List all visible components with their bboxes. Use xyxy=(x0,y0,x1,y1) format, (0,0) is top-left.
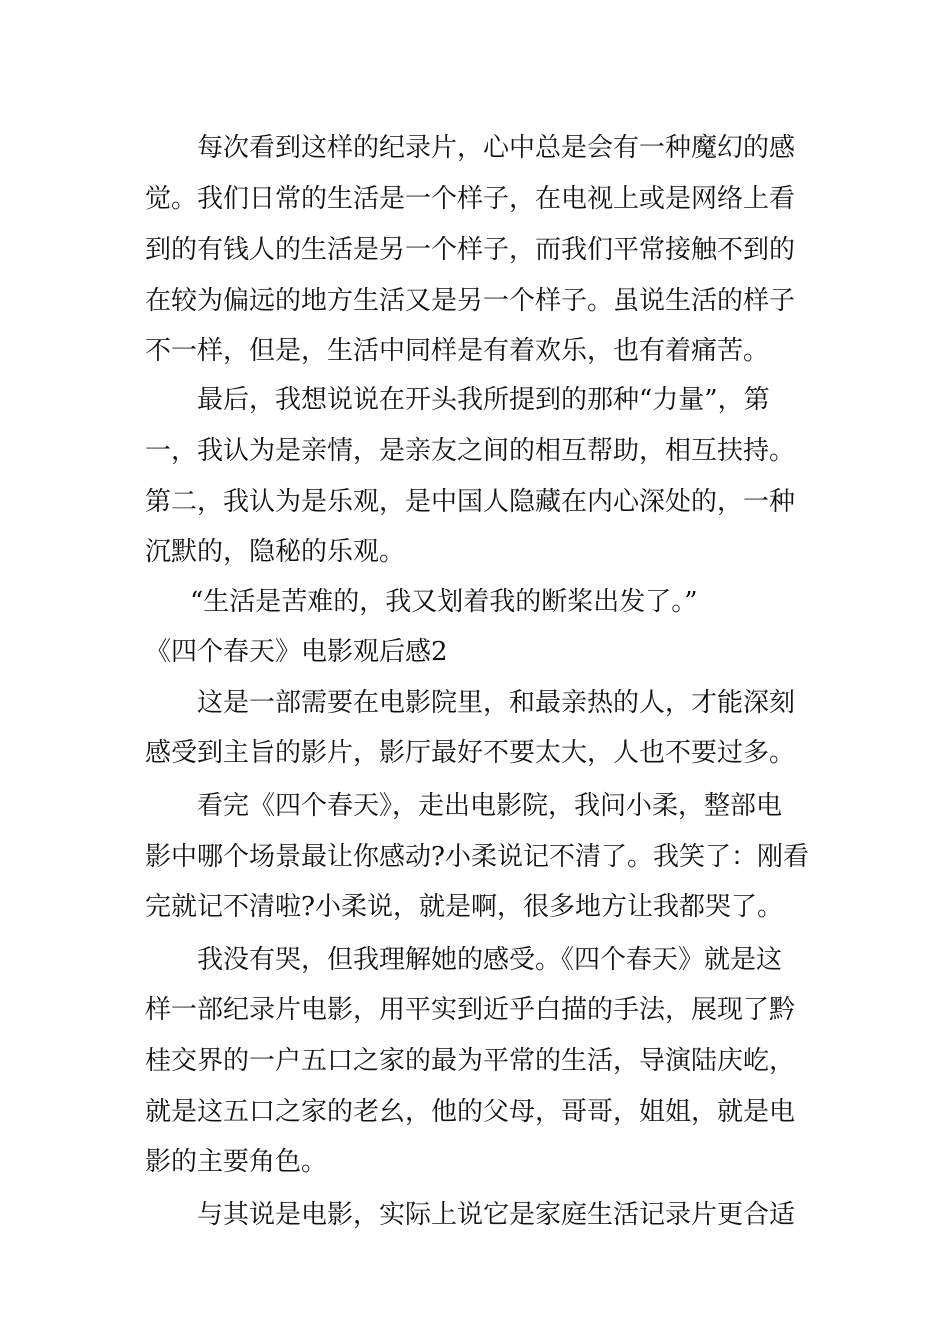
quote-line: “生活是苦难的，我又划着我的断桨出发了。” xyxy=(190,587,698,617)
paragraph-2-line-3: 第二，我认为是乐观，是中国人隐藏在内心深处的，一种 xyxy=(145,487,796,517)
paragraph-5-line-4: 就是这五口之家的老幺，他的父母，哥哥，姐姐，就是电 xyxy=(145,1097,796,1127)
paragraph-5-line-5: 影的主要角色。 xyxy=(145,1147,328,1177)
paragraph-2-line-1: 最后，我想说说在开头我所提到的那种“力量”，第 xyxy=(197,385,770,415)
paragraph-4-line-3: 完就记不清啦?小柔说，就是啊，很多地方让我都哭了。 xyxy=(145,892,783,922)
paragraph-4-line-1: 看完《四个春天》，走出电影院，我问小柔，整部电 xyxy=(197,791,783,821)
section-heading: 《四个春天》电影观后感2 xyxy=(145,637,448,667)
paragraph-2-line-2: 一，我认为是亲情，是亲友之间的相互帮助，相互扶持。 xyxy=(145,436,796,466)
paragraph-5-line-3: 桂交界的一户五口之家的最为平常的生活，导演陆庆屹， xyxy=(145,1046,796,1076)
paragraph-4-line-2: 影中哪个场景最让你感动?小柔说记不清了。我笑了：刚看 xyxy=(145,842,809,872)
paragraph-5-line-2: 样一部纪录片电影，用平实到近乎白描的手法，展现了黔 xyxy=(145,995,796,1025)
paragraph-6-line-1: 与其说是电影，实际上说它是家庭生活记录片更合适 xyxy=(197,1200,796,1230)
paragraph-3-line-2: 感受到主旨的影片，影厅最好不要太大，人也不要过多。 xyxy=(145,738,796,768)
paragraph-3-line-1: 这是一部需要在电影院里，和最亲热的人，才能深刻 xyxy=(197,688,796,718)
paragraph-1-line-5: 不一样，但是，生活中同样是有着欢乐，也有着痛苦。 xyxy=(145,336,770,366)
paragraph-2-line-4: 沉默的，隐秘的乐观。 xyxy=(145,537,406,567)
paragraph-1-line-1: 每次看到这样的纪录片，心中总是会有一种魔幻的感 xyxy=(197,133,796,163)
paragraph-1-line-2: 觉。我们日常的生活是一个样子，在电视上或是网络上看 xyxy=(145,184,796,214)
paragraph-1-line-4: 在较为偏远的地方生活又是另一个样子。虽说生活的样子 xyxy=(145,286,796,316)
paragraph-1-line-3: 到的有钱人的生活是另一个样子，而我们平常接触不到的 xyxy=(145,235,796,265)
paragraph-5-line-1: 我没有哭，但我理解她的感受。《四个春天》就是这 xyxy=(197,945,783,975)
